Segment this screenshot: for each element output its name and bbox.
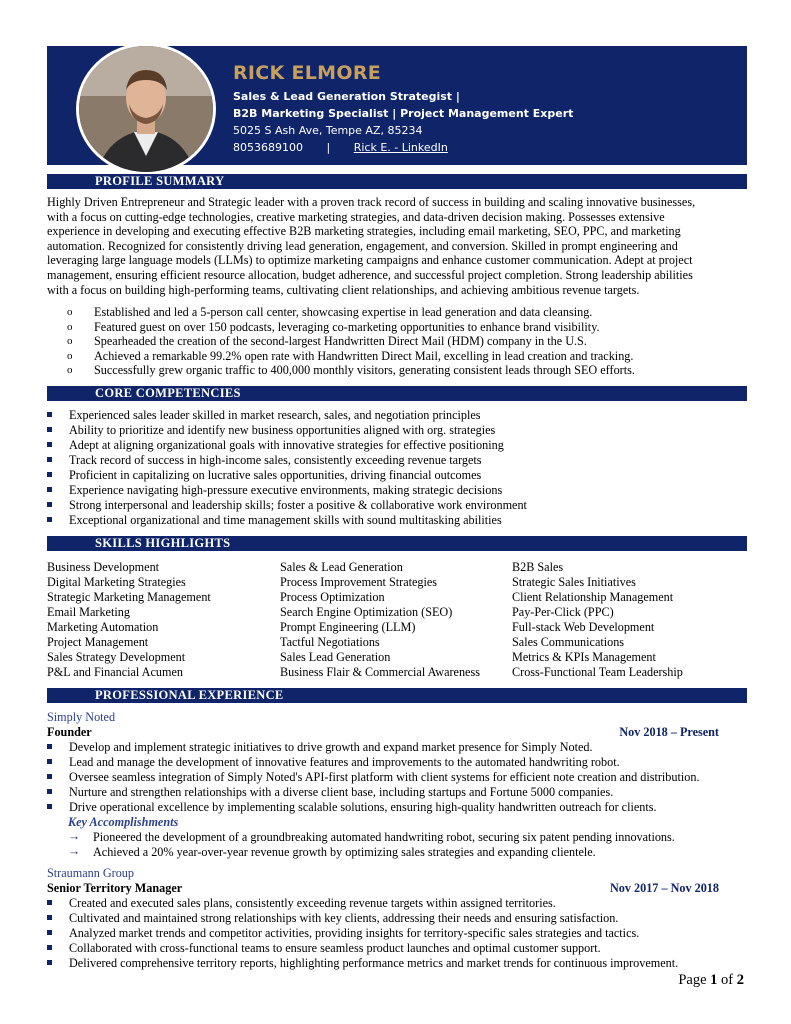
profile-line: automation. Recognized for consistently driving lead generation, engagement, and conversion. Skilled in prompt engineering and [47,238,678,253]
skill-item: Strategic Sales Initiatives [512,575,636,589]
contact-separator: | [326,141,331,154]
skill-item: Process Improvement Strategies [280,575,438,589]
profile-line: with a focus on building high-performing teams, cultivating client relationships, and achieving ambitious revenue targets. [47,282,640,297]
square-bullet-icon [47,517,52,522]
job-company: Straumann Group [47,866,134,880]
square-bullet-icon [47,774,52,779]
skill-item: Sales Strategy Development [47,650,186,664]
skill-item: Sales & Lead Generation [280,560,403,574]
section-heading: PROFILE SUMMARY [95,174,225,188]
circle-bullet-icon: o [67,350,73,362]
linkedin-link[interactable]: Rick E. - LinkedIn [353,141,448,154]
candidate-name: RICK ELMORE [233,62,382,84]
section-professional-experience [47,688,747,703]
skill-item: Business Development [47,560,160,574]
section-profile-summary [47,174,747,189]
square-bullet-icon [47,759,52,764]
square-bullet-icon [47,930,52,935]
square-bullet-icon [47,457,52,462]
square-bullet-icon [47,427,52,432]
square-bullet-icon [47,487,52,492]
page-number: Page 1 of 2 [678,972,744,988]
skill-item: Marketing Automation [47,620,159,634]
square-bullet-icon [47,789,52,794]
skill-item: Business Flair & Commercial Awareness [280,665,480,679]
section-skills-highlights [47,536,747,551]
skill-item: Process Optimization [280,590,385,604]
circle-bullet-icon: o [67,306,73,318]
address: 5025 S Ash Ave, Tempe AZ, 85234 [233,124,423,137]
job-dates: Nov 2018 – Present [619,725,719,739]
square-bullet-icon [47,900,52,905]
skill-item: Full-stack Web Development [512,620,655,634]
headline-line-1: Sales & Lead Generation Strategist | [233,90,460,103]
skill-item: Sales Lead Generation [280,650,391,664]
skill-item: P&L and Financial Acumen [47,665,183,679]
job-role: Founder [47,725,92,739]
section-core-competencies [47,386,747,401]
profile-line: experience in developing and executing effective B2B marketing strategies, including email marketing, SEO, PPC, and marketing [47,224,681,239]
square-bullet-icon [47,945,52,950]
skill-item: Strategic Marketing Management [47,590,211,604]
section-heading: SKILLS HIGHLIGHTS [95,536,231,550]
phone: 8053689100 [233,141,303,154]
skill-item: Prompt Engineering (LLM) [280,620,416,634]
skill-item: Pay-Per-Click (PPC) [512,605,614,619]
profile-line: management, ensuring efficient resource allocation, budget adherence, and successful project completion. Strong leadership abilities [47,267,693,282]
profile-line: with a focus on cutting-edge technologies, creative marketing strategies, and data-driven decision making. Possesses extensive [47,209,665,224]
skill-item: Tactful Negotiations [280,635,380,649]
profile-summary-text [47,195,745,297]
skill-item: Digital Marketing Strategies [47,575,186,589]
headline-line-2: B2B Marketing Specialist | Project Management Expert [233,107,574,120]
profile-line: leveraging large language models (LLMs) to optimize marketing campaigns and enhance customer communication. Adept at project [47,253,693,268]
circle-bullet-icon: o [67,335,73,347]
key-accomplishments-heading: Key Accomplishments [68,815,179,829]
section-heading: PROFESSIONAL EXPERIENCE [95,688,284,702]
job-company: Simply Noted [47,710,116,724]
square-bullet-icon [47,804,52,809]
square-bullet-icon [47,472,52,477]
profile-photo [76,43,216,175]
skill-item: Sales Communications [512,635,625,649]
circle-bullet-icon: o [67,321,73,333]
job-dates: Nov 2017 – Nov 2018 [609,881,719,895]
square-bullet-icon [47,502,52,507]
square-bullet-icon [47,442,52,447]
skill-item: Search Engine Optimization (SEO) [280,605,453,619]
arrow-right-icon: → [68,844,81,858]
circle-bullet-icon: o [67,364,73,376]
contact-line [233,141,448,154]
job-role: Senior Territory Manager [47,881,183,895]
profile-line: Highly Driven Entrepreneur and Strategic leader with a proven track record of success in building and scaling innovative businesses, [47,195,696,209]
arrow-right-icon: → [68,829,81,843]
square-bullet-icon [47,744,52,749]
skill-item: Client Relationship Management [512,590,674,604]
skill-item: Project Management [47,635,149,649]
square-bullet-icon [47,915,52,920]
skill-item: B2B Sales [512,560,564,574]
square-bullet-icon [47,960,52,965]
skill-item: Metrics & KPIs Management [512,650,656,664]
skill-item: Cross-Functional Team Leadership [512,665,683,679]
profile-photo-image [79,46,213,172]
section-heading: CORE COMPETENCIES [95,386,241,400]
skill-item: Email Marketing [47,605,130,619]
square-bullet-icon [47,412,52,417]
